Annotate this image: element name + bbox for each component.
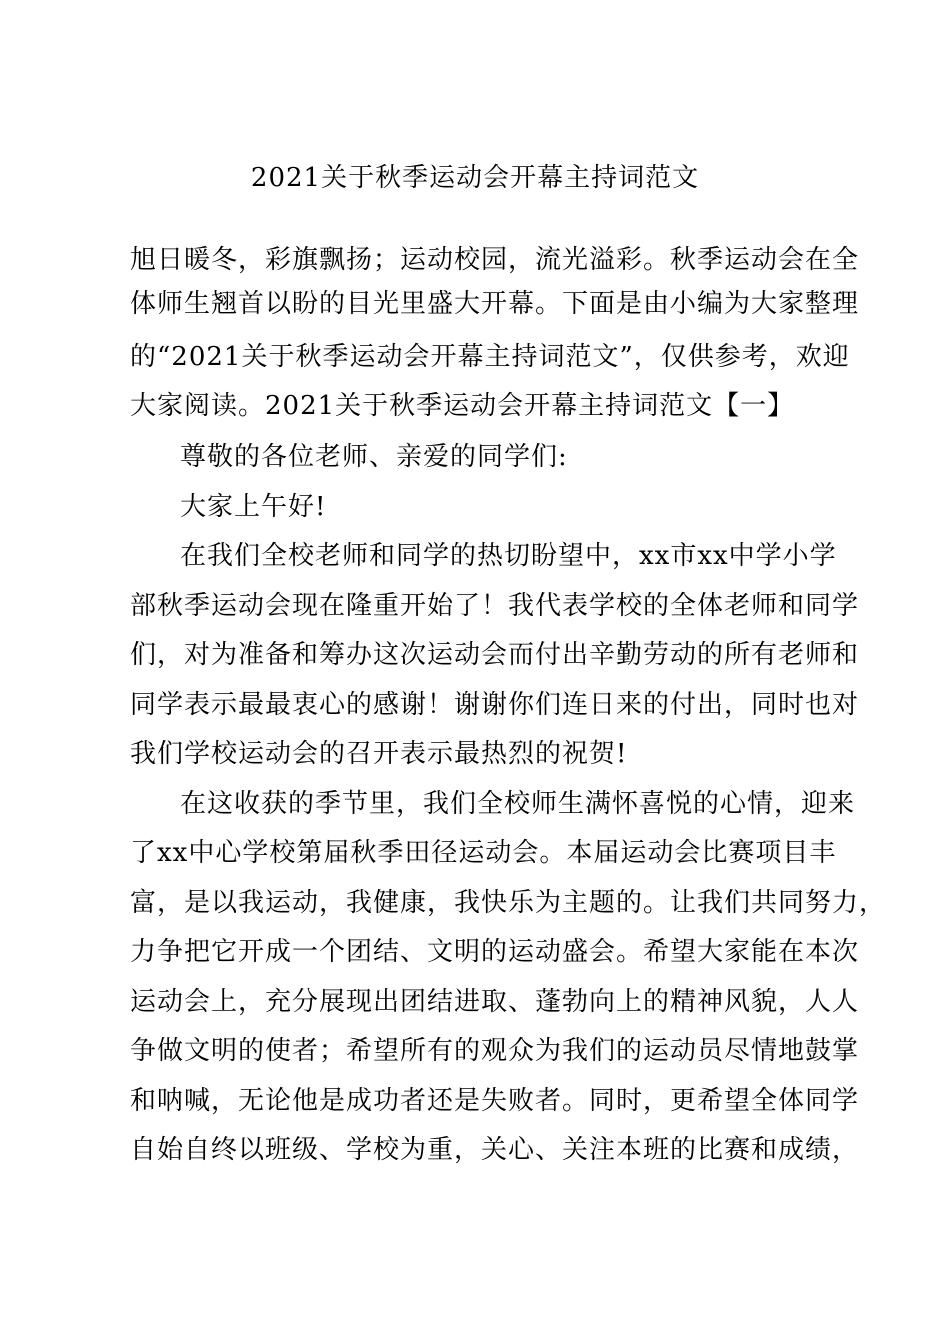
body-line: 我们学校运动会的召开表示最热烈的祝贺!	[130, 739, 628, 769]
document-title: 2021关于秋季运动会开幕主持词范文	[250, 163, 700, 193]
body-line: 运动会上，充分展现出团结进取、蓬勃向上的精神风貌，人人	[130, 987, 860, 1017]
body-line: 了xx中心学校第届秋季田径运动会。本届运动会比赛项目丰	[130, 838, 837, 868]
body-line: 体师生翘首以盼的目光里盛大开幕。下面是由小编为大家整理	[130, 289, 860, 319]
body-line: 自始自终以班级、学校为重，关心、关注本班的比赛和成绩，	[130, 1135, 860, 1165]
body-line: 同学表示最最衷心的感谢！谢谢你们连日来的付出，同时也对	[130, 690, 860, 720]
body-line: 的“2021关于秋季运动会开幕主持词范文”，仅供参考，欢迎	[130, 342, 850, 372]
body-line: 们，对为准备和筹办这次运动会而付出辛勤劳动的所有老师和	[130, 640, 860, 670]
body-line: 在我们全校老师和同学的热切盼望中，xx市xx中学小学	[180, 541, 837, 571]
body-line: 在这收获的季节里，我们全校师生满怀喜悦的心情，迎来	[180, 789, 856, 819]
body-line: 力争把它开成一个团结、文明的运动盛会。希望大家能在本次	[130, 937, 860, 967]
body-line: 和呐喊，无论他是成功者还是失败者。同时，更希望全体同学	[130, 1086, 860, 1116]
body-line: 旭日暖冬，彩旗飘扬；运动校园，流光溢彩。秋季运动会在全	[130, 245, 860, 275]
body-line: 争做文明的使者；希望所有的观众为我们的运动员尽情地鼓掌	[130, 1036, 860, 1066]
greeting: 大家上午好!	[180, 492, 327, 522]
body-line: 部秋季运动会现在隆重开始了！我代表学校的全体老师和同学	[130, 591, 860, 621]
body-line: 大家阅读。2021关于秋季运动会开幕主持词范文【一】	[130, 391, 795, 421]
salutation: 尊敬的各位老师、亲爱的同学们:	[180, 442, 568, 472]
body-line: 富，是以我运动，我健康，我快乐为主题的。让我们共同努力，	[130, 888, 887, 918]
